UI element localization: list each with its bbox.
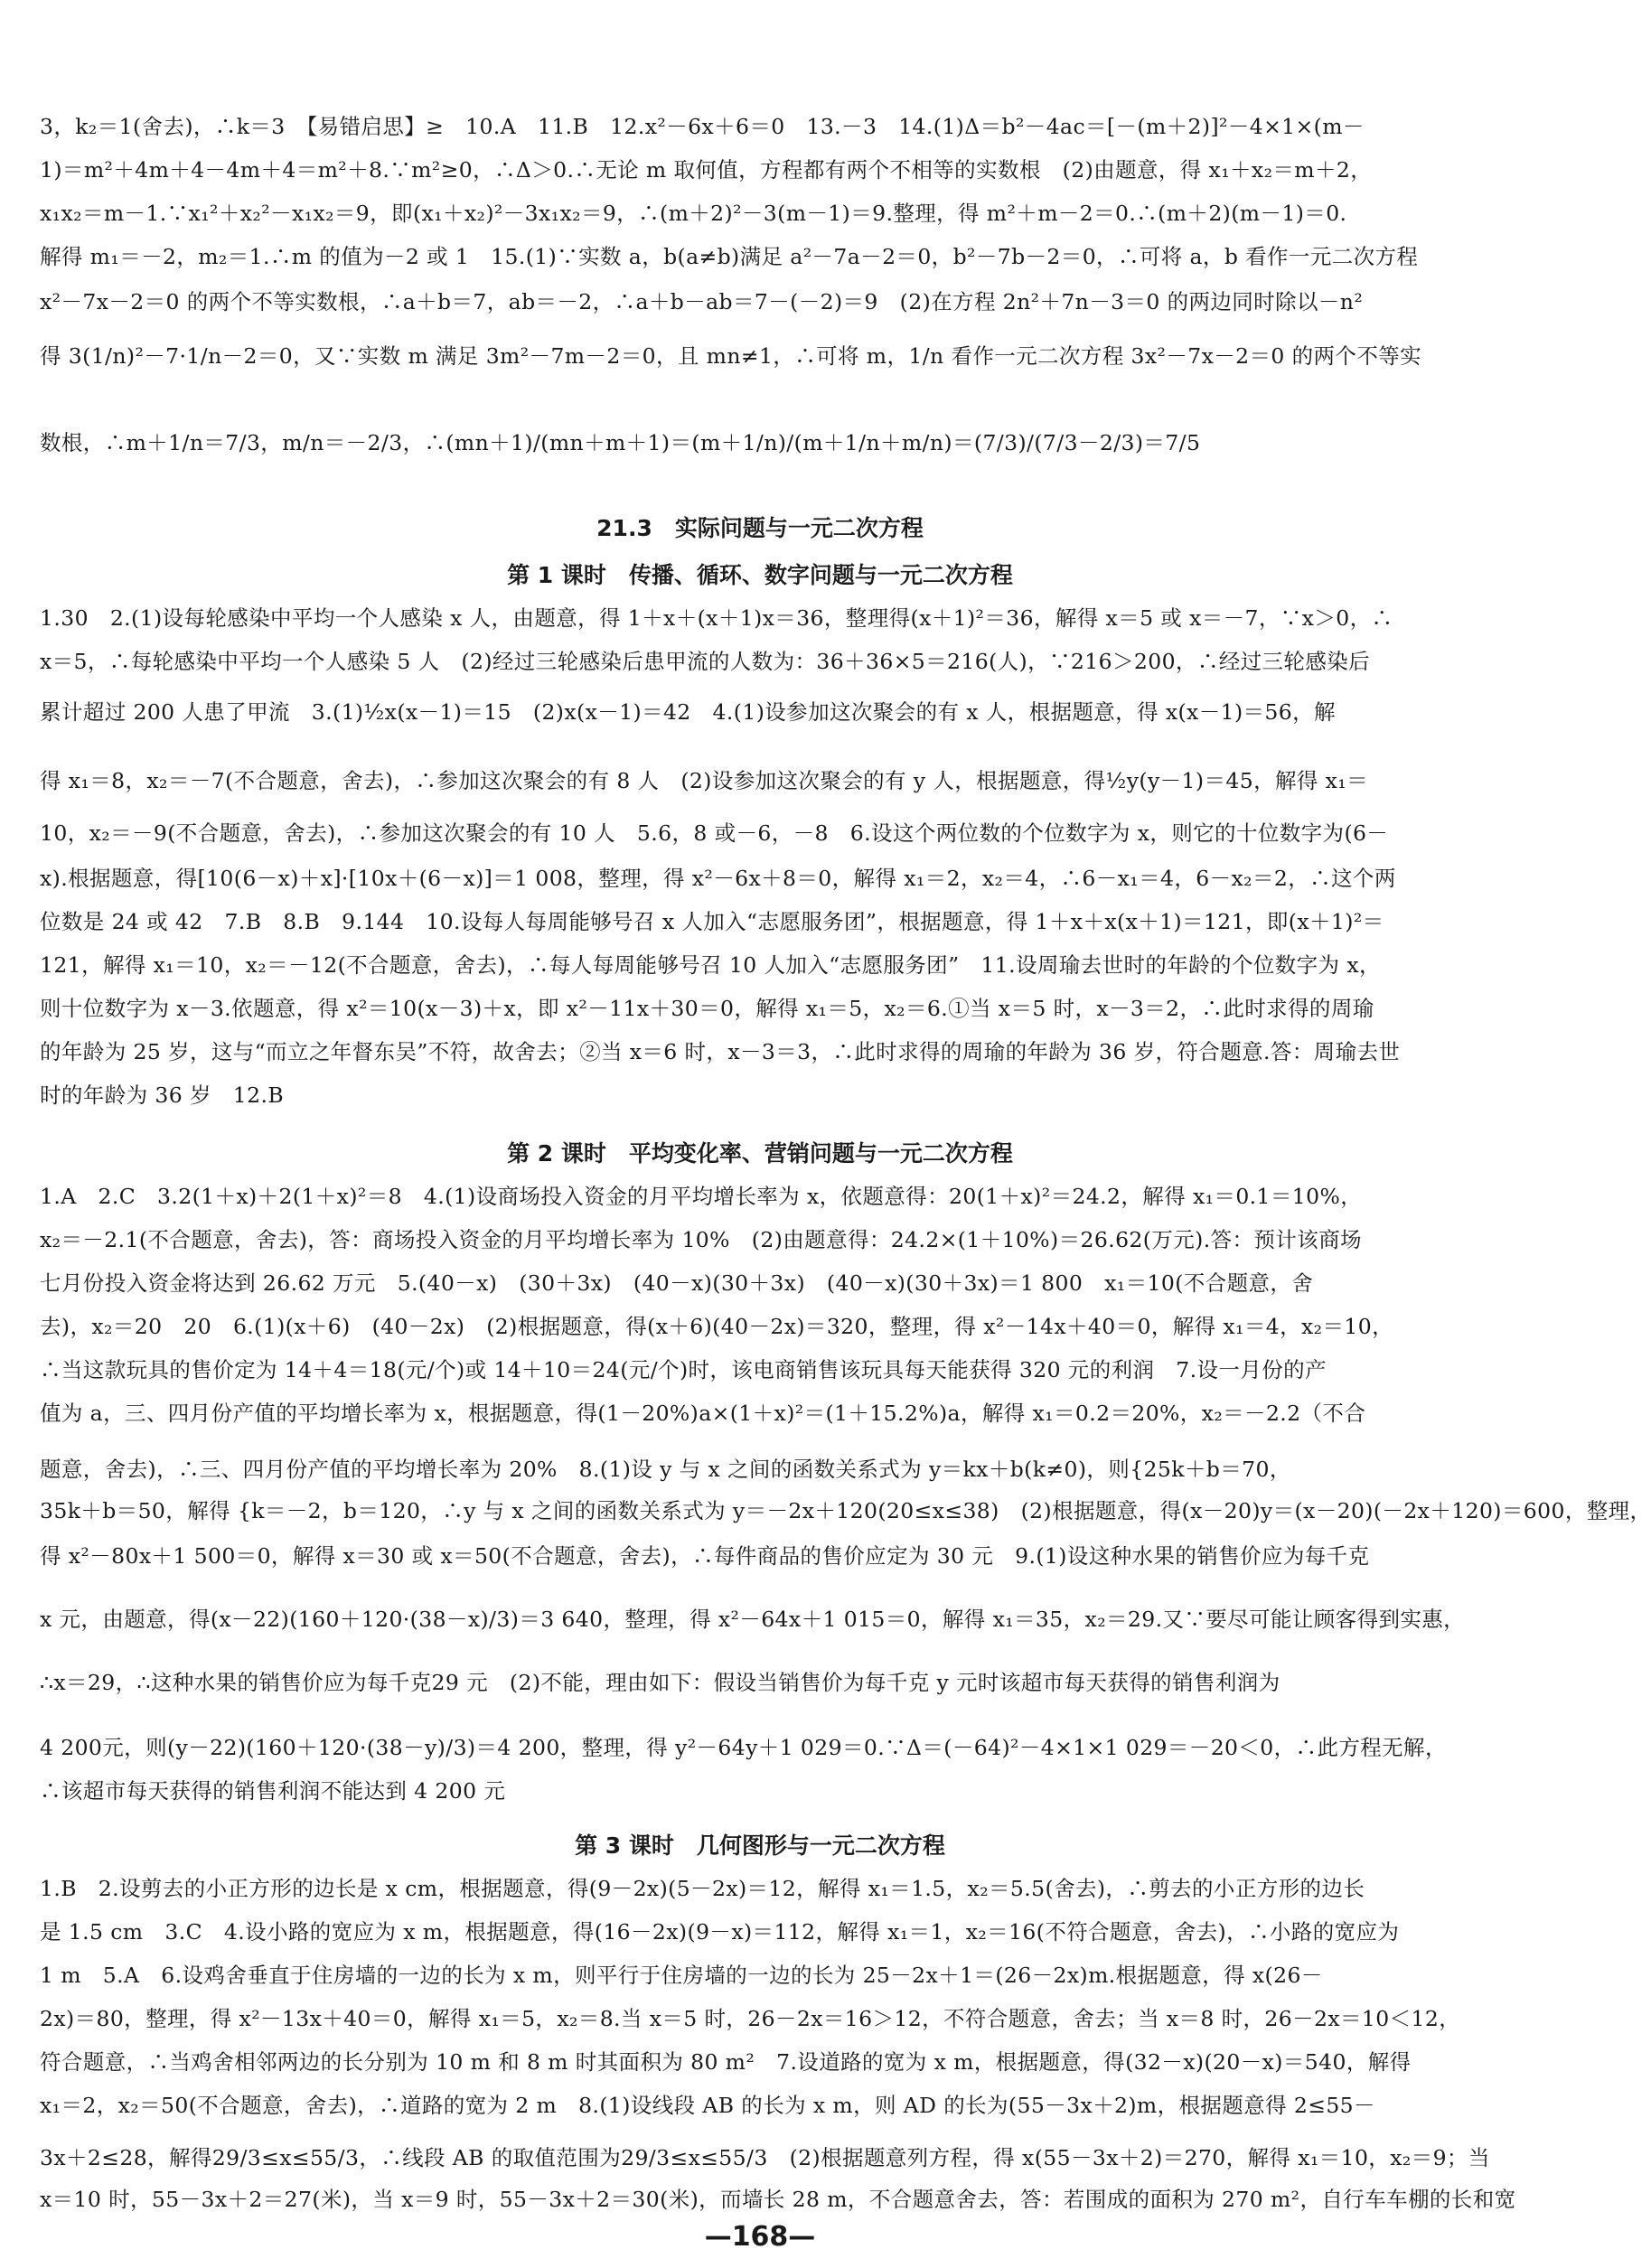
text-line: x₁x₂＝m－1.∵x₁²＋x₂²－x₁x₂＝9，即(x₁＋x₂)²－3x₁x₂＝9，∴(m＋2)²－3(m－1)＝9.整理，得 m²＋m－2＝0.∴(m＋2)(m－1)＝0.	[40, 201, 1347, 226]
text-line: x₂＝－2.1(不合题意，舍去)，答：商场投入资金的月平均增长率为 10% (2)由题意得：24.2×(1＋10%)＝26.62(万元).答：预计该商场	[40, 1227, 1362, 1252]
text-line: 35k＋b＝50，解得 {k＝－2，b＝120，∴y 与 x 之间的函数关系式为 y＝－2x＋120(20≤x≤38) (2)根据题意，得(x－20)y＝(x－20)(－2x＋120)＝600，整理，	[40, 1498, 1651, 1523]
text-line: 的年龄为 25 岁，这与“而立之年督东吴”不符，故舍去；②当 x＝6 时，x－3＝3，∴此时求得的周瑜的年龄为 36 岁，符合题意.答：周瑜去世	[40, 1039, 1401, 1064]
text-line: ∴当这款玩具的售价定为 14＋4＝18(元/个)或 14＋10＝24(元/个)时，该电商销售该玩具每天能获得 320 元的利润 7.设一月份的产	[40, 1357, 1327, 1382]
text-line: 1.A 2.C 3.2(1＋x)＋2(1＋x)²＝8 4.(1)设商场投入资金的月平均增长率为 x，依题意得：20(1＋x)²＝24.2，解得 x₁＝0.1＝10%，	[40, 1184, 1363, 1209]
text-line: 得 x₁＝8，x₂＝－7(不合题意，舍去)，∴参加这次聚会的有 8 人 (2)设参加这次聚会的有 y 人，根据题意，得½y(y－1)＝45，解得 x₁＝	[40, 768, 1369, 793]
text-line: 1 m 5.A 6.设鸡舍垂直于住房墙的一边的长为 x m，则平行于住房墙的一边的长为 25－2x＋1＝(26－2x)m.根据题意，得 x(26－	[40, 1963, 1323, 1988]
text-line: 10，x₂＝－9(不合题意，舍去)，∴参加这次聚会的有 10 人 5.6，8 或－6，－8 6.设这个两位数的个位数字为 x，则它的十位数字为(6－	[40, 820, 1389, 846]
text-line: 则十位数字为 x－3.依题意，得 x²＝10(x－3)＋x，即 x²－11x＋30＝0，解得 x₁＝5，x₂＝6.①当 x＝5 时，x－3＝2，∴此时求得的周瑜	[40, 996, 1374, 1021]
text-line: 3，k₂＝1(舍去)，∴k＝3 【易错启思】≥ 10.A 11.B 12.x²－6x＋6＝0 13.－3 14.(1)Δ＝b²－4ac＝[－(m＋2)]²－4×1×(m－	[40, 114, 1365, 139]
text-line: 去)，x₂＝20 20 6.(1)(x＋6) (40－2x) (2)根据题意，得(x＋6)(40－2x)＝320，整理，得 x²－14x＋40＝0，解得 x₁＝4，x₂＝10，	[40, 1314, 1393, 1339]
lesson-heading: 第 3 课时 几何图形与一元二次方程	[575, 1832, 945, 1859]
lesson-heading: 第 1 课时 传播、循环、数字问题与一元二次方程	[507, 562, 1013, 588]
text-line: 题意，舍去)，∴三、四月份产值的平均增长率为 20% 8.(1)设 y 与 x 之间的函数关系式为 y＝kx＋b(k≠0)，则{25k＋b＝70，	[40, 1457, 1291, 1482]
text-line: ∴x＝29，∴这种水果的销售价应为每千克29 元 (2)不能，理由如下：假设当销售价为每千克 y 元时该超市每天获得的销售利润为	[40, 1670, 1280, 1695]
text-line: 七月份投入资金将达到 26.62 万元 5.(40－x) (30＋3x) (40－x)(30＋3x) (40－x)(30＋3x)＝1 800 x₁＝10(不合题意，舍	[40, 1270, 1314, 1296]
text-line: 累计超过 200 人患了甲流 3.(1)½x(x－1)＝15 (2)x(x－1)＝42 4.(1)设参加这次聚会的有 x 人，根据题意，得 x(x－1)＝56，解	[40, 699, 1336, 725]
text-line: 2x)＝80，整理，得 x²－13x＋40＝0，解得 x₁＝5，x₂＝8.当 x＝5 时，26－2x＝16＞12，不符合题意，舍去；当 x＝8 时，26－2x＝10＜12，	[40, 2006, 1461, 2031]
text-line: 1)＝m²＋4m＋4－4m＋4＝m²＋8.∵m²≥0，∴Δ＞0.∴无论 m 取何值，方程都有两个不相等的实数根 (2)由题意，得 x₁＋x₂＝m＋2，	[40, 157, 1373, 183]
text-line: 得 x²－80x＋1 500＝0，解得 x＝30 或 x＝50(不合题意，舍去)，∴每件商品的售价应定为 30 元 9.(1)设这种水果的销售价应为每千克	[40, 1543, 1370, 1569]
text-line: 位数是 24 或 42 7.B 8.B 9.144 10.设每人每周能够号召 x 人加入“志愿服务团”，根据题意，得 1＋x＋x(x＋1)＝121，即(x＋1)²＝	[40, 909, 1384, 934]
text-line: 1.B 2.设剪去的小正方形的边长是 x cm，根据题意，得(9－2x)(5－2x)＝12，解得 x₁＝1.5，x₂＝5.5(舍去)，∴剪去的小正方形的边长	[40, 1876, 1365, 1901]
text-line: x＝5，∴每轮感染中平均一个人感染 5 人 (2)经过三轮感染后患甲流的人数为：36＋36×5＝216(人)，∵216＞200，∴经过三轮感染后	[40, 649, 1371, 674]
text-line: 符合题意，∴当鸡舍相邻两边的长分别为 10 m 和 8 m 时其面积为 80 m² 7.设道路的宽为 x m，根据题意，得(32－x)(20－x)＝540，解得	[40, 2049, 1412, 2075]
text-line: x).根据题意，得[10(6－x)＋x]·[10x＋(6－x)]＝1 008，整理，得 x²－6x＋8＝0，解得 x₁＝2，x₂＝4，∴6－x₁＝4，6－x₂＝2，∴这个两	[40, 866, 1396, 891]
text-line: 数根，∴m＋1/n＝7/3，m/n＝－2/3，∴(mn＋1)/(mn＋m＋1)＝(m＋1/n)/(m＋1/n＋m/n)＝(7/3)/(7/3－2/3)＝7/5	[40, 430, 1201, 455]
text-line: x 元，由题意，得(x－22)(160＋120·(38－x)/3)＝3 640，整理，得 x²－64x＋1 015＝0，解得 x₁＝35，x₂＝29.又∵要尽可能让顾客得到实惠，	[40, 1607, 1466, 1632]
text-line: 时的年龄为 36 岁 12.B	[40, 1082, 284, 1108]
text-line: 解得 m₁＝－2，m₂＝1.∴m 的值为－2 或 1 15.(1)∵实数 a，b(a≠b)满足 a²－7a－2＝0，b²－7b－2＝0，∴可将 a，b 看作一元二次方程	[40, 244, 1419, 269]
text-line: ∴该超市每天获得的销售利润不能达到 4 200 元	[40, 1778, 506, 1804]
text-line: 121，解得 x₁＝10，x₂＝－12(不合题意，舍去)，∴每人每周能够号召 10 人加入“志愿服务团” 11.设周瑜去世时的年龄的个位数字为 x，	[40, 952, 1381, 978]
text-line: 1.30 2.(1)设每轮感染中平均一个人感染 x 人，由题意，得 1＋x＋(x＋1)x＝36，整理得(x＋1)²＝36，解得 x＝5 或 x＝－7，∵x＞0，∴	[40, 605, 1393, 631]
page-number: —168—	[704, 2221, 816, 2253]
text-line: x²－7x－2＝0 的两个不等实数根，∴a＋b＝7，ab＝－2，∴a＋b－ab＝7－(－2)＝9 (2)在方程 2n²＋7n－3＝0 的两边同时除以－n²	[40, 289, 1364, 314]
text-line: x＝10 时，55－3x＋2＝27(米)，当 x＝9 时，55－3x＋2＝30(米)，而墙长 28 m，不合题意舍去，答：若围成的面积为 270 m²，自行车车棚的长和宽	[40, 2187, 1516, 2212]
lesson-heading: 第 2 课时 平均变化率、营销问题与一元二次方程	[507, 1140, 1013, 1167]
text-line: 4 200元，则(y－22)(160＋120·(38－y)/3)＝4 200，整理，得 y²－64y＋1 029＝0.∵Δ＝(－64)²－4×1×1 029＝－20＜0，∴此方程无解，	[40, 1735, 1447, 1760]
section-heading: 21.3 实际问题与一元二次方程	[596, 515, 924, 541]
text-line: 得 3(1/n)²－7·1/n－2＝0，又∵实数 m 满足 3m²－7m－2＝0，且 mn≠1，∴可将 m，1/n 看作一元二次方程 3x²－7x－2＝0 的两个不等实	[40, 343, 1422, 369]
text-line: 值为 a，三、四月份产值的平均增长率为 x，根据题意，得(1－20%)a×(1＋x)²＝(1＋15.2%)a，解得 x₁＝0.2＝20%，x₂＝－2.2（不合	[40, 1401, 1366, 1426]
text-line: x₁＝2，x₂＝50(不合题意，舍去)，∴道路的宽为 2 m 8.(1)设线段 AB 的长为 x m，则 AD 的长为(55－3x＋2)m，根据题意得 2≤55－	[40, 2093, 1375, 2118]
text-line: 3x＋2≤28，解得29/3≤x≤55/3，∴线段 AB 的取值范围为29/3≤x≤55/3 (2)根据题意列方程，得 x(55－3x＋2)＝270，解得 x₁＝10，x₂＝9；当	[40, 2145, 1490, 2170]
text-line: 是 1.5 cm 3.C 4.设小路的宽应为 x m，根据题意，得(16－2x)(9－x)＝112，解得 x₁＝1，x₂＝16(不符合题意，舍去)，∴小路的宽应为	[40, 1919, 1400, 1945]
